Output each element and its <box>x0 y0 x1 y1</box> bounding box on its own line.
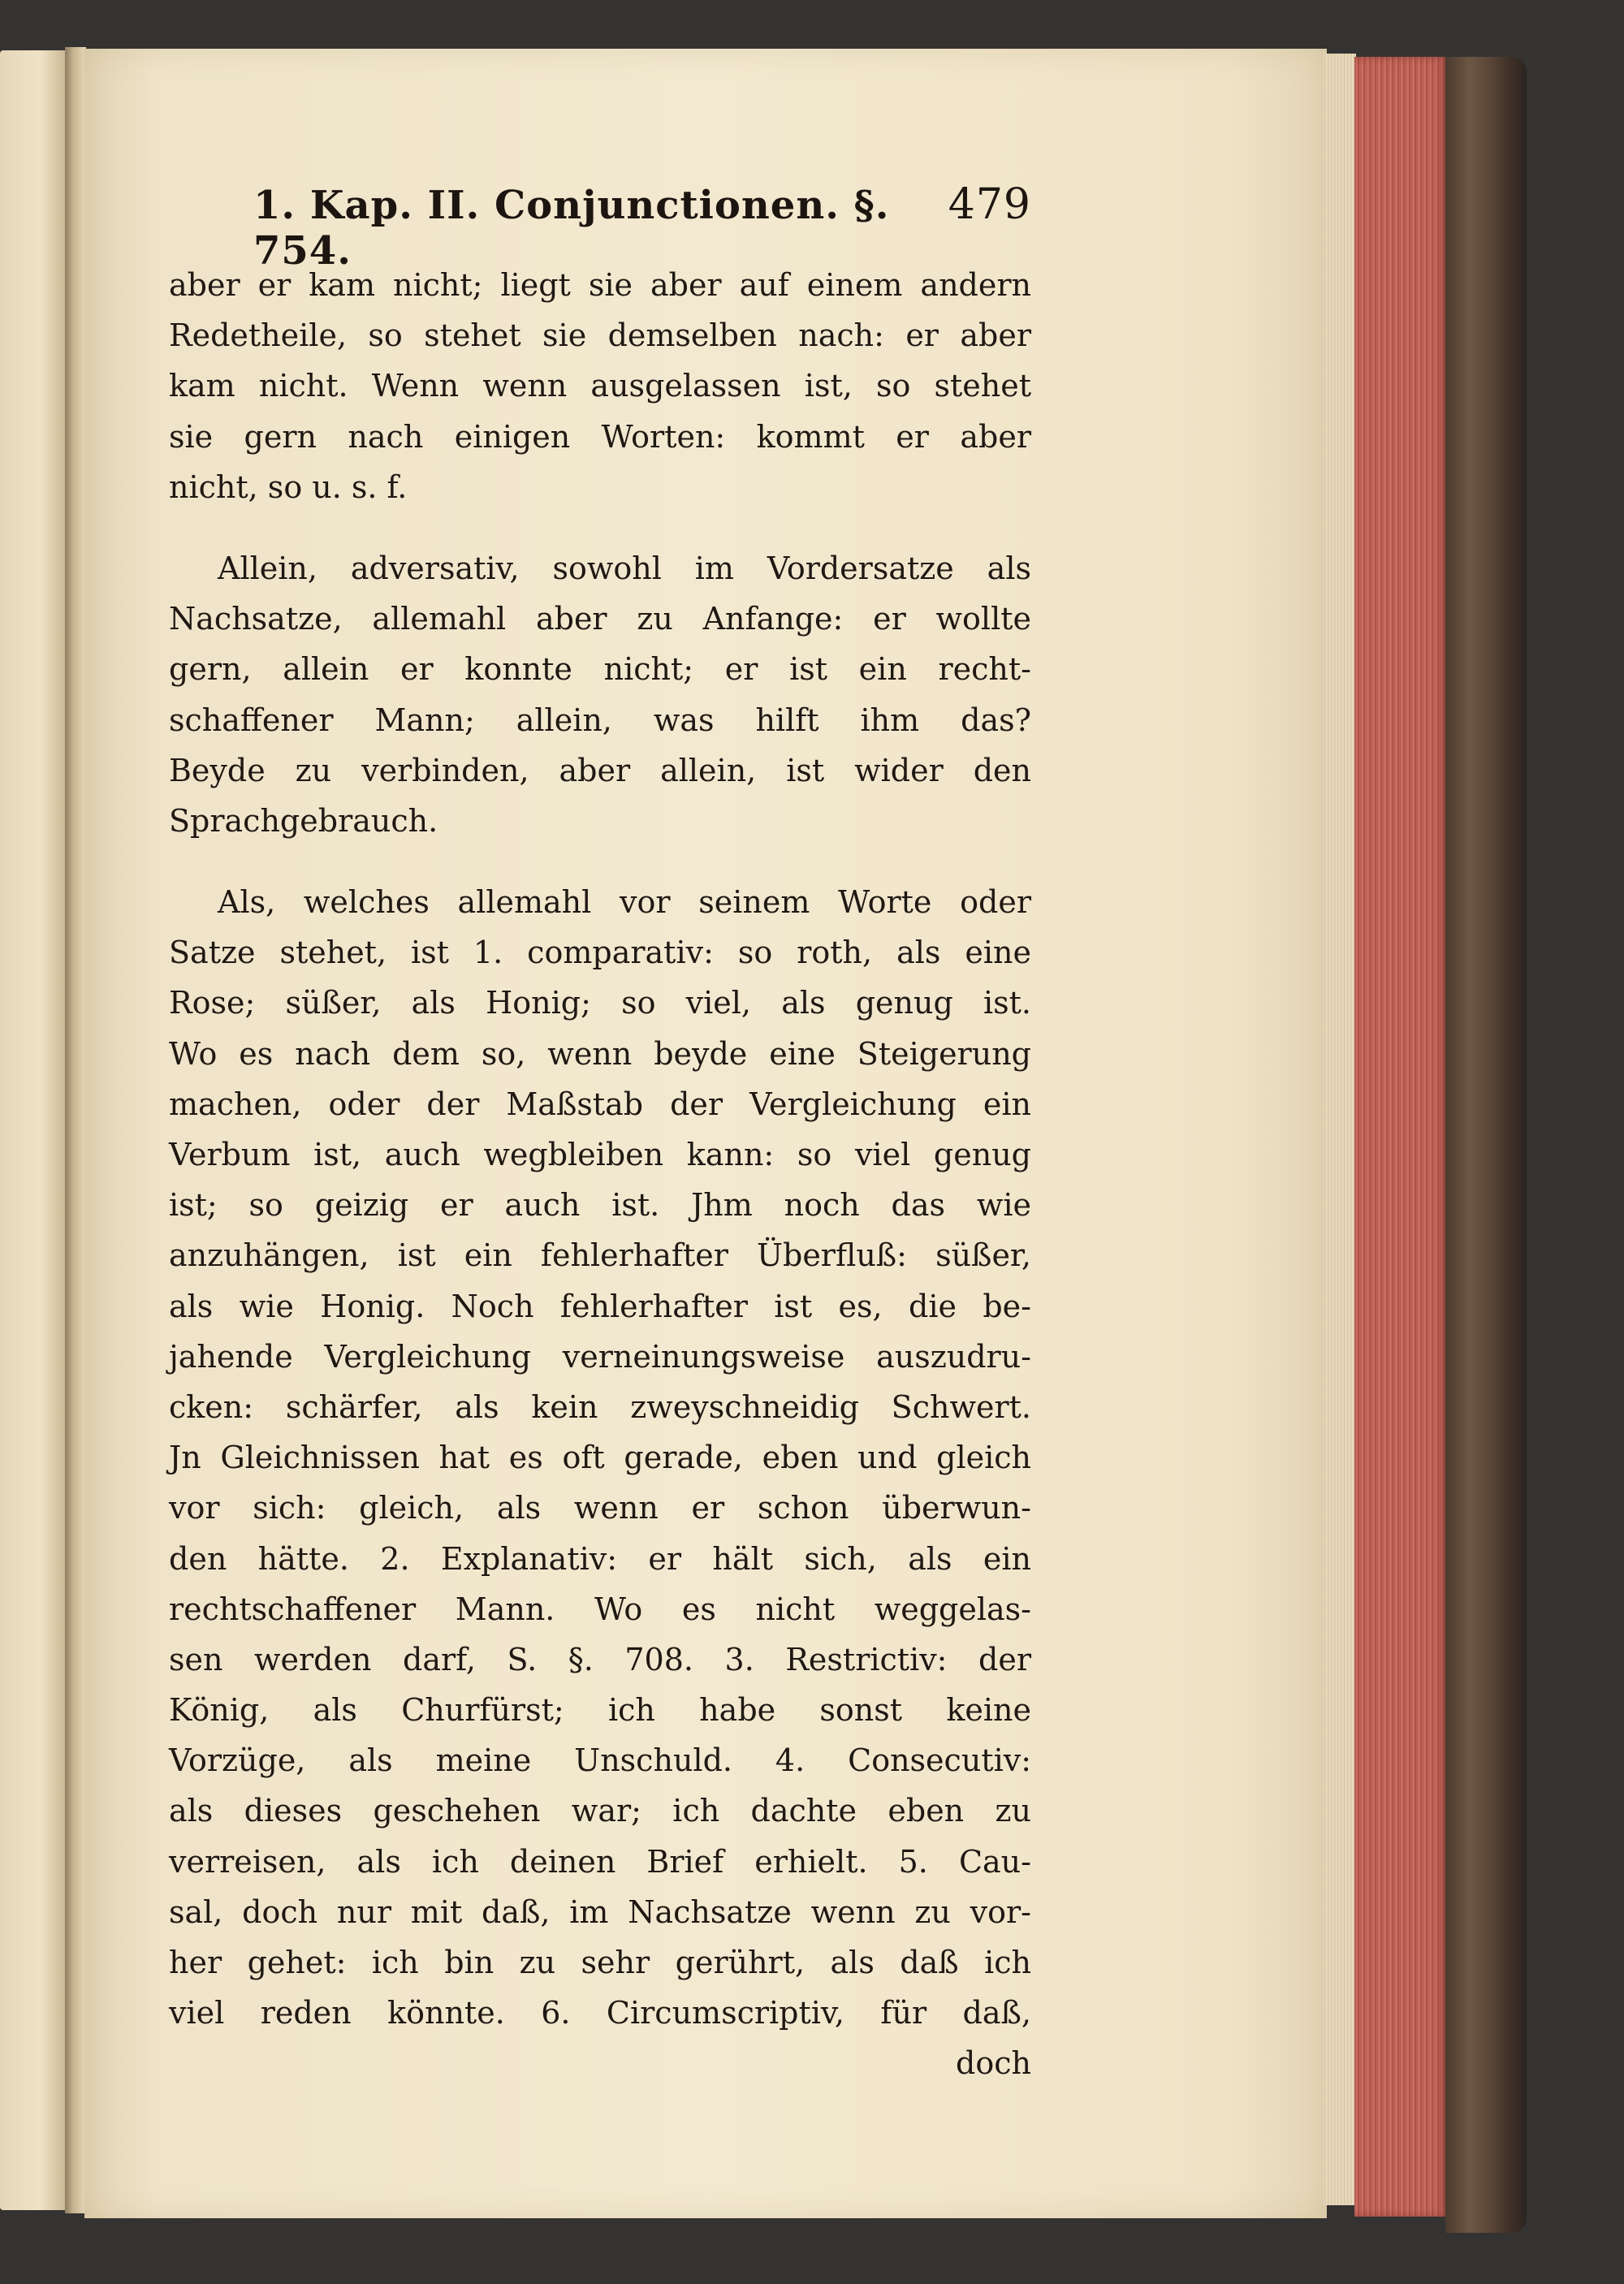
text-line: Beyde zu verbinden, aber allein, ist wider den <box>169 752 1031 788</box>
red-fore-edge <box>1354 57 1447 2217</box>
text-line: als dieses geschehen war; ich dachte eben zu <box>169 1793 1031 1829</box>
text-line: kam nicht. Wenn wenn ausgelassen ist, so stehet <box>169 368 1031 404</box>
text-line: Wo es nach dem so, wenn beyde eine Steigerung <box>169 1035 1031 1072</box>
text-line: vor sich: gleich, als wenn er schon überwun- <box>169 1490 1031 1526</box>
text-line: Sprachgebrauch. <box>169 802 438 839</box>
text-line: Redetheile, so stehet sie demselben nach: er aber <box>169 317 1031 354</box>
text-line: aber er kam nicht; liegt sie aber auf einem andern <box>169 267 1031 303</box>
catchword: doch <box>956 2045 1031 2082</box>
text-line: Allein, adversativ, sowohl im Vordersatze als <box>218 550 1031 586</box>
book-cover-edge <box>1445 57 1527 2233</box>
text-line: nicht, so u. s. f. <box>169 468 408 505</box>
text-line: Als, welches allemahl vor seinem Worte oder <box>218 884 1031 921</box>
text-line: Rose; süßer, als Honig; so viel, als genug ist. <box>169 985 1031 1021</box>
text-line: ist; so geizig er auch ist. Jhm noch das wie <box>169 1187 1031 1224</box>
text-line: sie gern nach einigen Worten: kommt er aber <box>169 418 1031 455</box>
body-text <box>169 260 1031 2089</box>
page-stack-edge <box>1324 54 1356 2205</box>
text-line: Satze stehet, ist 1. comparativ: so roth, als eine <box>169 935 1031 971</box>
facing-page-edge <box>0 50 67 2210</box>
book-gutter <box>65 47 86 2213</box>
text-line: als wie Honig. Noch fehlerhafter ist es, die be- <box>169 1288 1031 1324</box>
text-line: anzuhängen, ist ein fehlerhafter Überfluß: süßer, <box>169 1237 1031 1274</box>
text-line: Vorzüge, als meine Unschuld. 4. Consecutiv: <box>169 1742 1031 1779</box>
text-line: machen, oder der Maßstab der Vergleichung ein <box>169 1086 1031 1122</box>
text-line: gern, allein er konnte nicht; er ist ein recht- <box>169 651 1031 688</box>
page-number: 479 <box>948 180 1031 229</box>
text-line: viel reden könnte. 6. Circumscriptiv, für daß, <box>169 1995 1031 2031</box>
text-line: schaffener Mann; allein, was hilft ihm das? <box>169 702 1031 738</box>
text-line: verreisen, als ich deinen Brief erhielt. 5. Cau- <box>169 1843 1031 1880</box>
running-title: 1. Kap. II. Conjunctionen. §. 754. <box>253 183 890 274</box>
running-header <box>253 180 1031 274</box>
text-line: König, als Churfürst; ich habe sonst keine <box>169 1692 1031 1729</box>
text-line: Jn Gleichnissen hat es oft gerade, eben und gleich <box>169 1440 1031 1476</box>
text-line: sen werden darf, S. §. 708. 3. Restrictiv: der <box>169 1641 1031 1677</box>
text-line: rechtschaffener Mann. Wo es nicht weggelas- <box>169 1591 1031 1627</box>
text-line: sal, doch nur mit daß, im Nachsatze wenn zu vor- <box>169 1893 1031 1930</box>
text-line: den hätte. 2. Explanativ: er hält sich, als ein <box>169 1540 1031 1577</box>
text-line: cken: schärfer, als kein zweyschneidig Schwert. <box>169 1388 1031 1425</box>
text-line: Nachsatze, allemahl aber zu Anfange: er wollte <box>169 601 1031 637</box>
text-line: her gehet: ich bin zu sehr gerührt, als daß ich <box>169 1945 1031 1980</box>
text-line: Verbum ist, auch wegbleiben kann: so viel genug <box>169 1137 1031 1172</box>
text-line: jahende Vergleichung verneinungsweise auszudru- <box>169 1338 1031 1375</box>
